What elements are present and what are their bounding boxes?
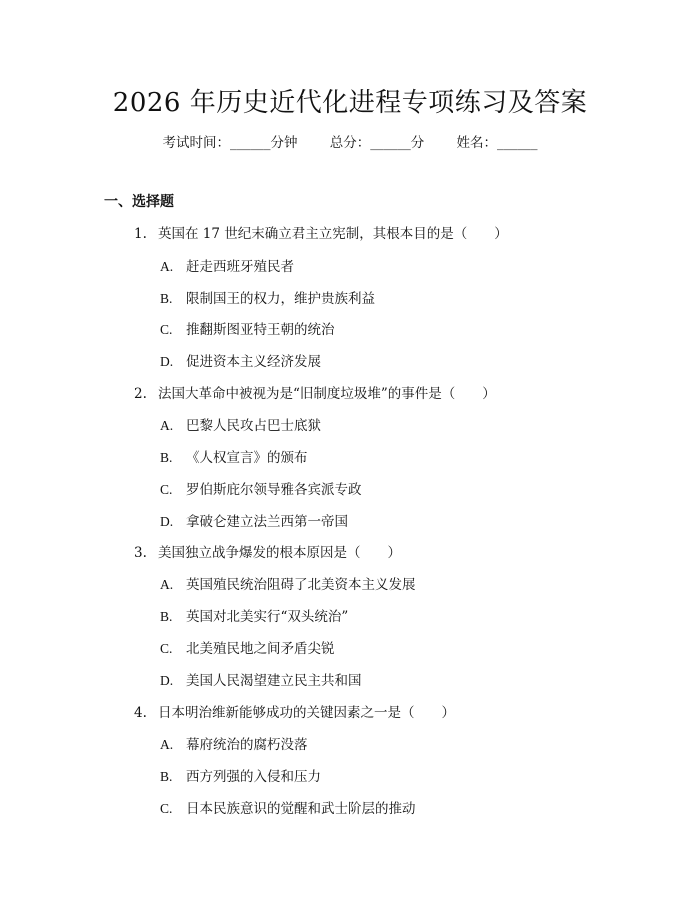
- question-number: 2.: [134, 386, 147, 402]
- option-key: D.: [160, 354, 174, 369]
- option-text: 巴黎人民攻占巴士底狱: [186, 418, 321, 434]
- exam-info-line: [0, 131, 700, 151]
- question-1: [134, 222, 508, 242]
- section-heading: 一、选择题: [104, 194, 174, 210]
- option-text: 幕府统治的腐朽没落: [186, 737, 308, 753]
- option-1-d: [160, 350, 321, 370]
- option-key: B.: [160, 291, 173, 306]
- option-key: A.: [160, 259, 174, 274]
- option-key: D.: [160, 673, 174, 688]
- option-3-a: [160, 573, 416, 593]
- option-text: 拿破仑建立法兰西第一帝国: [186, 514, 348, 530]
- option-3-d: [160, 669, 362, 689]
- option-4-b: [160, 765, 321, 785]
- document-title: 2026 年历史近代化进程专项练习及答案: [112, 88, 588, 118]
- question-text: 法国大革命中被视为是“旧制度垃圾堆”的事件是（ ）: [158, 386, 496, 402]
- option-2-c: [160, 478, 362, 498]
- option-text: 美国人民渴望建立民主共和国: [186, 673, 362, 689]
- option-text: 促进资本主义经济发展: [186, 354, 321, 370]
- option-key: C.: [160, 322, 173, 337]
- option-text: 罗伯斯庇尔领导雅各宾派专政: [186, 482, 362, 498]
- option-2-a: [160, 414, 321, 434]
- option-1-b: [160, 287, 375, 307]
- option-4-c: [160, 797, 416, 817]
- option-text: 日本民族意识的觉醒和武士阶层的推动: [186, 801, 416, 817]
- option-key: D.: [160, 514, 174, 529]
- option-text: 北美殖民地之间矛盾尖锐: [186, 641, 335, 657]
- option-key: B.: [160, 450, 173, 465]
- question-text: 英国在 17 世纪末确立君主立宪制，其根本目的是（ ）: [158, 226, 508, 242]
- student-name-field: 姓名：______: [456, 135, 538, 151]
- option-1-c: [160, 318, 335, 338]
- option-key: A.: [160, 577, 174, 592]
- option-key: B.: [160, 609, 173, 624]
- option-text: 《人权宣言》的颁布: [186, 450, 308, 466]
- option-key: A.: [160, 737, 174, 752]
- question-number: 1.: [134, 226, 147, 242]
- option-3-c: [160, 637, 335, 657]
- option-text: 赶走西班牙殖民者: [186, 259, 294, 275]
- question-text: 日本明治维新能够成功的关键因素之一是（ ）: [158, 705, 455, 721]
- option-text: 英国殖民统治阻碍了北美资本主义发展: [186, 577, 416, 593]
- option-4-a: [160, 733, 308, 753]
- exam-time-field: 考试时间：______分钟: [162, 135, 298, 151]
- option-3-b: [160, 605, 348, 625]
- question-text: 美国独立战争爆发的根本原因是（ ）: [158, 545, 401, 561]
- option-text: 英国对北美实行“双头统治”: [186, 609, 349, 625]
- option-key: C.: [160, 801, 173, 816]
- question-number: 4.: [134, 705, 147, 721]
- option-key: A.: [160, 418, 174, 433]
- option-key: B.: [160, 769, 173, 784]
- option-2-d: [160, 510, 348, 530]
- option-key: C.: [160, 641, 173, 656]
- question-number: 3.: [134, 545, 147, 561]
- option-text: 西方列强的入侵和压力: [186, 769, 321, 785]
- total-score-field: 总分：______分: [329, 135, 425, 151]
- option-text: 推翻斯图亚特王朝的统治: [186, 322, 335, 338]
- option-text: 限制国王的权力，维护贵族利益: [186, 291, 375, 307]
- option-key: C.: [160, 482, 173, 497]
- question-3: [134, 541, 401, 561]
- option-2-b: [160, 446, 308, 466]
- question-4: [134, 701, 455, 721]
- question-2: [134, 382, 496, 402]
- option-1-a: [160, 255, 294, 275]
